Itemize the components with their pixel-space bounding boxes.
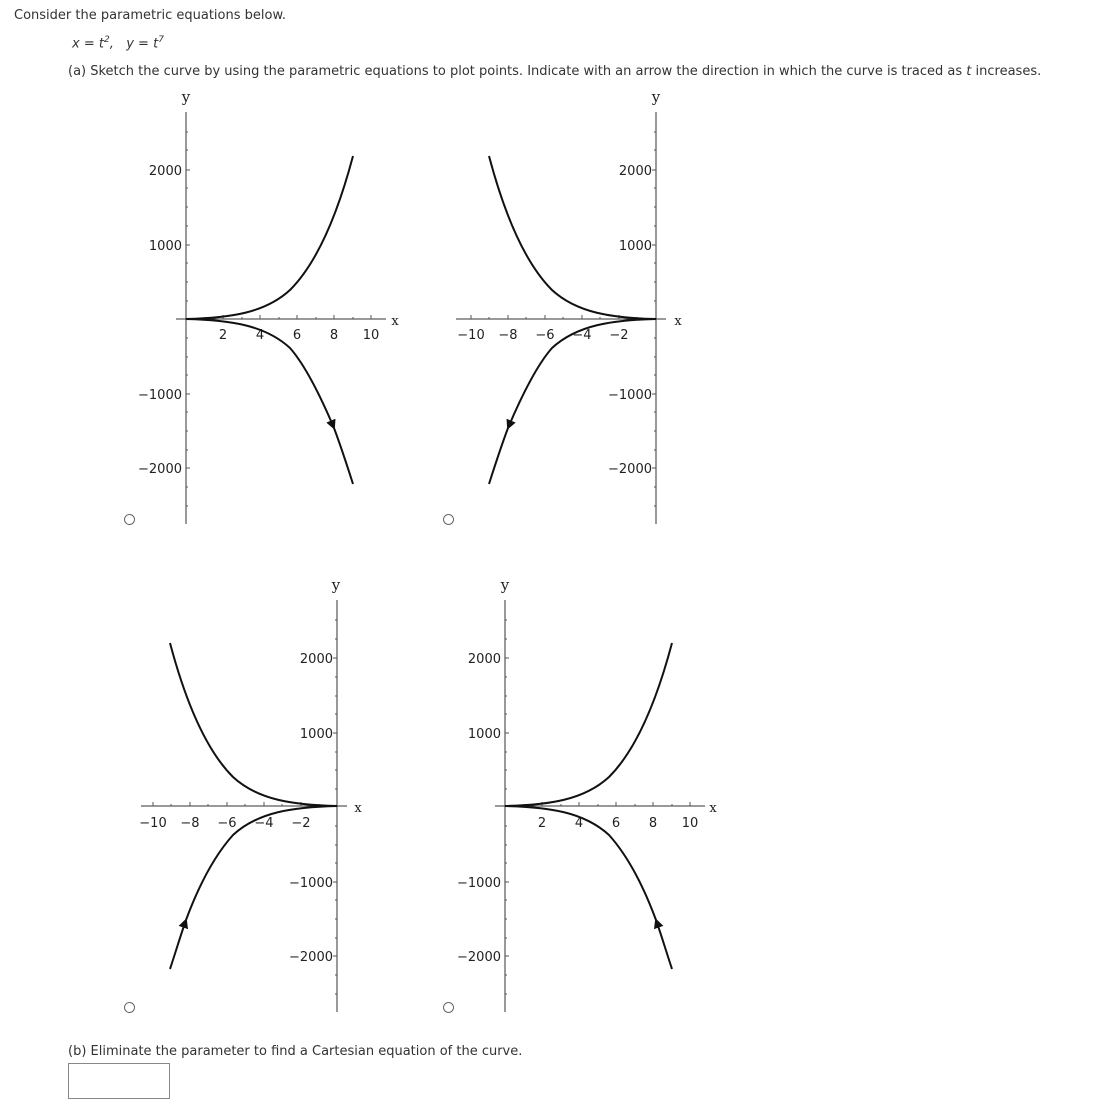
graph-b-x-tick: −8 (498, 328, 518, 343)
graph-c-curve-upper (170, 643, 337, 806)
graph-option-b (456, 88, 682, 524)
radio-option-b[interactable] (443, 514, 454, 525)
graph-d-y-tick: −2000 (457, 950, 501, 965)
graph-c-y-tick: −2000 (289, 950, 333, 965)
graph-d-y-tick: 2000 (467, 652, 501, 667)
graph-b-y-tick: 2000 (618, 164, 652, 179)
graph-c-axis-y-label: y (331, 576, 341, 594)
graph-a-axis-x-label: x (391, 314, 399, 329)
part-a-variable: t (966, 64, 972, 79)
graph-c-axis-x-label: x (354, 801, 362, 816)
graph-c-x-tick: −10 (139, 816, 167, 831)
graph-a-x-tick: 2 (218, 328, 228, 343)
graph-a-x-tick: 10 (362, 328, 380, 343)
graph-a-curve-upper (186, 156, 353, 319)
graph-a-x-tick: 8 (329, 328, 339, 343)
graph-d-curve-upper (505, 643, 672, 806)
graph-b-x-tick: −10 (457, 328, 485, 343)
graph-c-y-tick: 2000 (299, 652, 333, 667)
question-intro: Consider the parametric equations below. (14, 8, 287, 23)
graph-b-x-tick: −2 (609, 328, 629, 343)
graph-d-axis-y-label: y (500, 576, 510, 594)
graph-c-x-tick: −8 (180, 816, 200, 831)
graph-a-x-tick: 4 (255, 328, 265, 343)
graph-b-x-tick: −6 (535, 328, 555, 343)
equation-x: x = t (72, 36, 104, 52)
graph-d-x-tick: 2 (537, 816, 547, 831)
graph-d-axis-x-label: x (709, 801, 717, 816)
equation-y-exponent: 7 (158, 35, 164, 45)
graph-d-y-tick: −1000 (457, 876, 501, 891)
radio-option-d[interactable] (443, 1002, 454, 1013)
graph-a-y-tick: 1000 (148, 239, 182, 254)
graph-b-x-tick: −4 (572, 328, 592, 343)
graph-c-x-tick: −6 (217, 816, 237, 831)
graph-a-y-tick: 2000 (148, 164, 182, 179)
graph-b-y-tick: 1000 (618, 239, 652, 254)
part-a-text: (a) Sketch the curve by using the parametric equations to plot points. Indicate with an arrow the direction in which the curve is traced as (68, 64, 967, 79)
graph-c-y-tick: −1000 (289, 876, 333, 891)
graph-d-y-tick: 1000 (467, 727, 501, 742)
graph-a-axis-y-label: y (181, 88, 191, 106)
graph-b-axis-y-label: y (651, 88, 661, 106)
graph-option-d (457, 576, 717, 1012)
graph-a-y-tick: −1000 (138, 388, 182, 403)
graph-b-y-tick: −2000 (608, 462, 652, 477)
graph-option-a (138, 88, 399, 524)
radio-option-a[interactable] (124, 514, 135, 525)
graph-a-x-tick: 6 (292, 328, 302, 343)
graph-option-c (139, 576, 362, 1012)
graph-c-x-tick: −2 (291, 816, 311, 831)
graph-b-axis-x-label: x (674, 314, 682, 329)
graph-d-x-tick: 8 (648, 816, 658, 831)
graph-a-y-tick: −2000 (138, 462, 182, 477)
equation-y: y = t (126, 36, 159, 52)
graph-d-x-tick: 6 (611, 816, 621, 831)
radio-option-c[interactable] (124, 1002, 135, 1013)
part-b-prompt: (b) Eliminate the parameter to find a Cartesian equation of the curve. (68, 1044, 523, 1059)
graph-b-y-tick: −1000 (608, 388, 652, 403)
equation-separator: , (109, 36, 114, 52)
graph-c-x-tick: −4 (254, 816, 274, 831)
equation-x-exponent: 2 (103, 35, 110, 45)
graph-d-x-tick: 4 (574, 816, 584, 831)
graph-c-y-tick: 1000 (299, 727, 333, 742)
part-a-text-end: increases. (971, 64, 1042, 79)
graph-b-curve-upper (489, 156, 656, 319)
graph-d-x-tick: 10 (681, 816, 699, 831)
cartesian-equation-input[interactable] (68, 1063, 170, 1099)
